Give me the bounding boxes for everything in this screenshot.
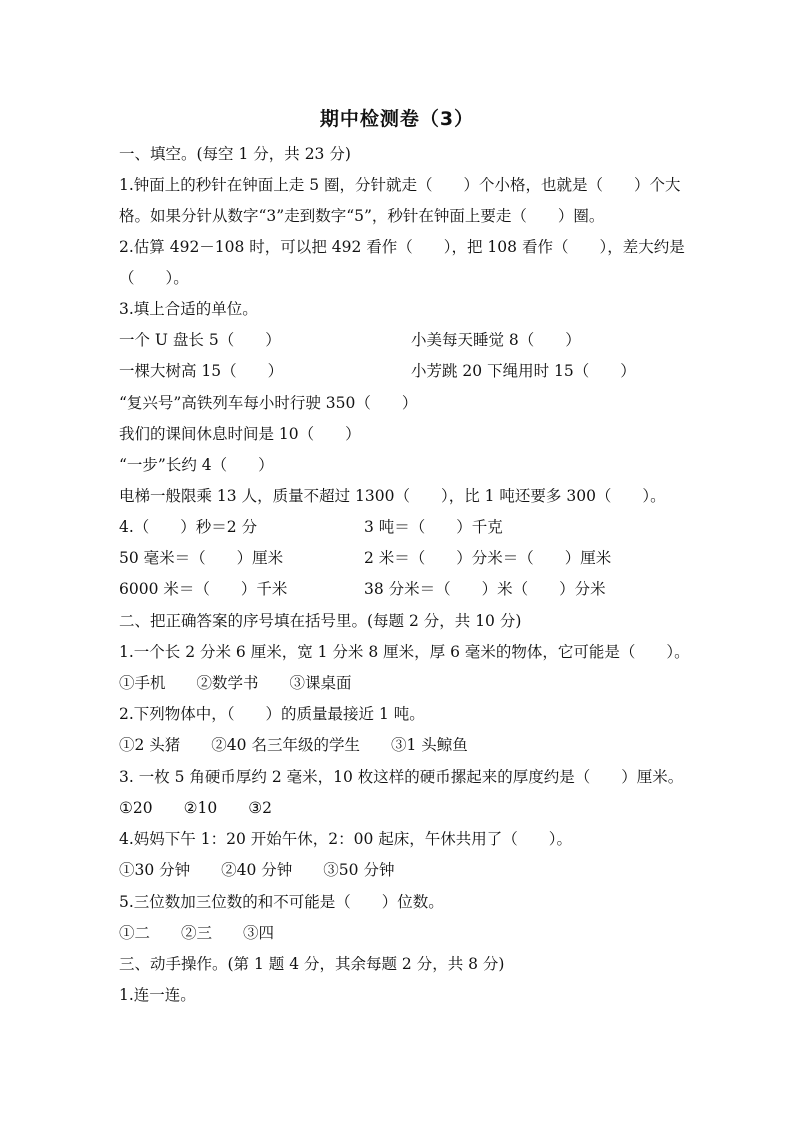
- s1-q3-d: 小芳跳 20 下绳用时 15（ ）: [411, 362, 636, 380]
- s2-q5: 5.三位数加三位数的和不可能是（ ）位数。: [119, 893, 444, 911]
- s1-q3-c: 一棵大树高 15（ ）: [119, 362, 284, 380]
- s2-q4: 4.妈妈下午 1：20 开始午休，2：00 起床，午休共用了（ ）。: [119, 830, 572, 848]
- s1-q1-line1: 1.钟面上的秒针在钟面上走 5 圈，分针就走（ ）个小格，也就是（ ）个大: [119, 176, 681, 194]
- s2-q1-options: ①手机 ②数学书 ③课桌面: [119, 674, 352, 692]
- s3-q1: 1.连一连。: [119, 986, 196, 1004]
- section-3-heading: 三、动手操作。(第 1 题 4 分，其余每题 2 分，共 8 分): [119, 955, 505, 973]
- s1-q3-e: “复兴号”高铁列车每小时行驶 350（ ）: [119, 394, 418, 412]
- s1-q1-line2: 格。如果分针从数字“3”走到数字“5”，秒针在钟面上要走（ ）圈。: [119, 207, 605, 225]
- s2-q2-options: ①2 头猪 ②40 名三年级的学生 ③1 头鲸鱼: [119, 736, 468, 754]
- s1-q4-c: 50 毫米＝（ ）厘米: [119, 549, 284, 567]
- s1-q3-g: “一步”长约 4（ ）: [119, 456, 274, 474]
- s2-q4-options: ①30 分钟 ②40 分钟 ③50 分钟: [119, 861, 395, 879]
- s1-q4-d: 2 米＝（ ）分米＝（ ）厘米: [364, 549, 612, 567]
- s2-q1: 1.一个长 2 分米 6 厘米，宽 1 分米 8 厘米，厚 6 毫米的物体，它可能是（ ）。: [119, 643, 690, 661]
- section-2-heading: 二、把正确答案的序号填在括号里。(每题 2 分，共 10 分): [119, 612, 522, 630]
- s2-q2: 2.下列物体中，（ ）的质量最接近 1 吨。: [119, 705, 425, 723]
- s1-q3-b: 小美每天睡觉 8（ ）: [411, 331, 581, 349]
- s1-q3-heading: 3.填上合适的单位。: [119, 300, 258, 318]
- s1-q2-line2: （ ）。: [119, 269, 189, 287]
- s2-q3-options: ①20 ②10 ③2: [119, 799, 272, 817]
- s1-q3-f: 我们的课间休息时间是 10（ ）: [119, 425, 361, 443]
- s1-q4-e: 6000 米＝（ ）千米: [119, 580, 288, 598]
- s2-q3: 3. 一枚 5 角硬币厚约 2 毫米，10 枚这样的硬币摞起来的厚度约是（ ）厘米。: [119, 768, 684, 786]
- s1-q4-f: 38 分米＝（ ）米（ ）分米: [364, 580, 606, 598]
- s1-q3-h: 电梯一般限乘 13 人，质量不超过 1300（ ），比 1 吨还要多 300（ ）。: [119, 487, 666, 505]
- section-1-heading: 一、填空。(每空 1 分，共 23 分): [119, 145, 351, 163]
- page-title: 期中检测卷（3）: [319, 108, 475, 130]
- s1-q4-b: 3 吨＝（ ）千克: [364, 518, 503, 536]
- s2-q5-options: ①二 ②三 ③四: [119, 924, 275, 942]
- s1-q3-a: 一个 U 盘长 5（ ）: [119, 331, 281, 349]
- s1-q2-line1: 2.估算 492－108 时，可以把 492 看作（ ），把 108 看作（ ），差大约是: [119, 238, 685, 256]
- s1-q4-a: 4.（ ）秒＝2 分: [119, 518, 258, 536]
